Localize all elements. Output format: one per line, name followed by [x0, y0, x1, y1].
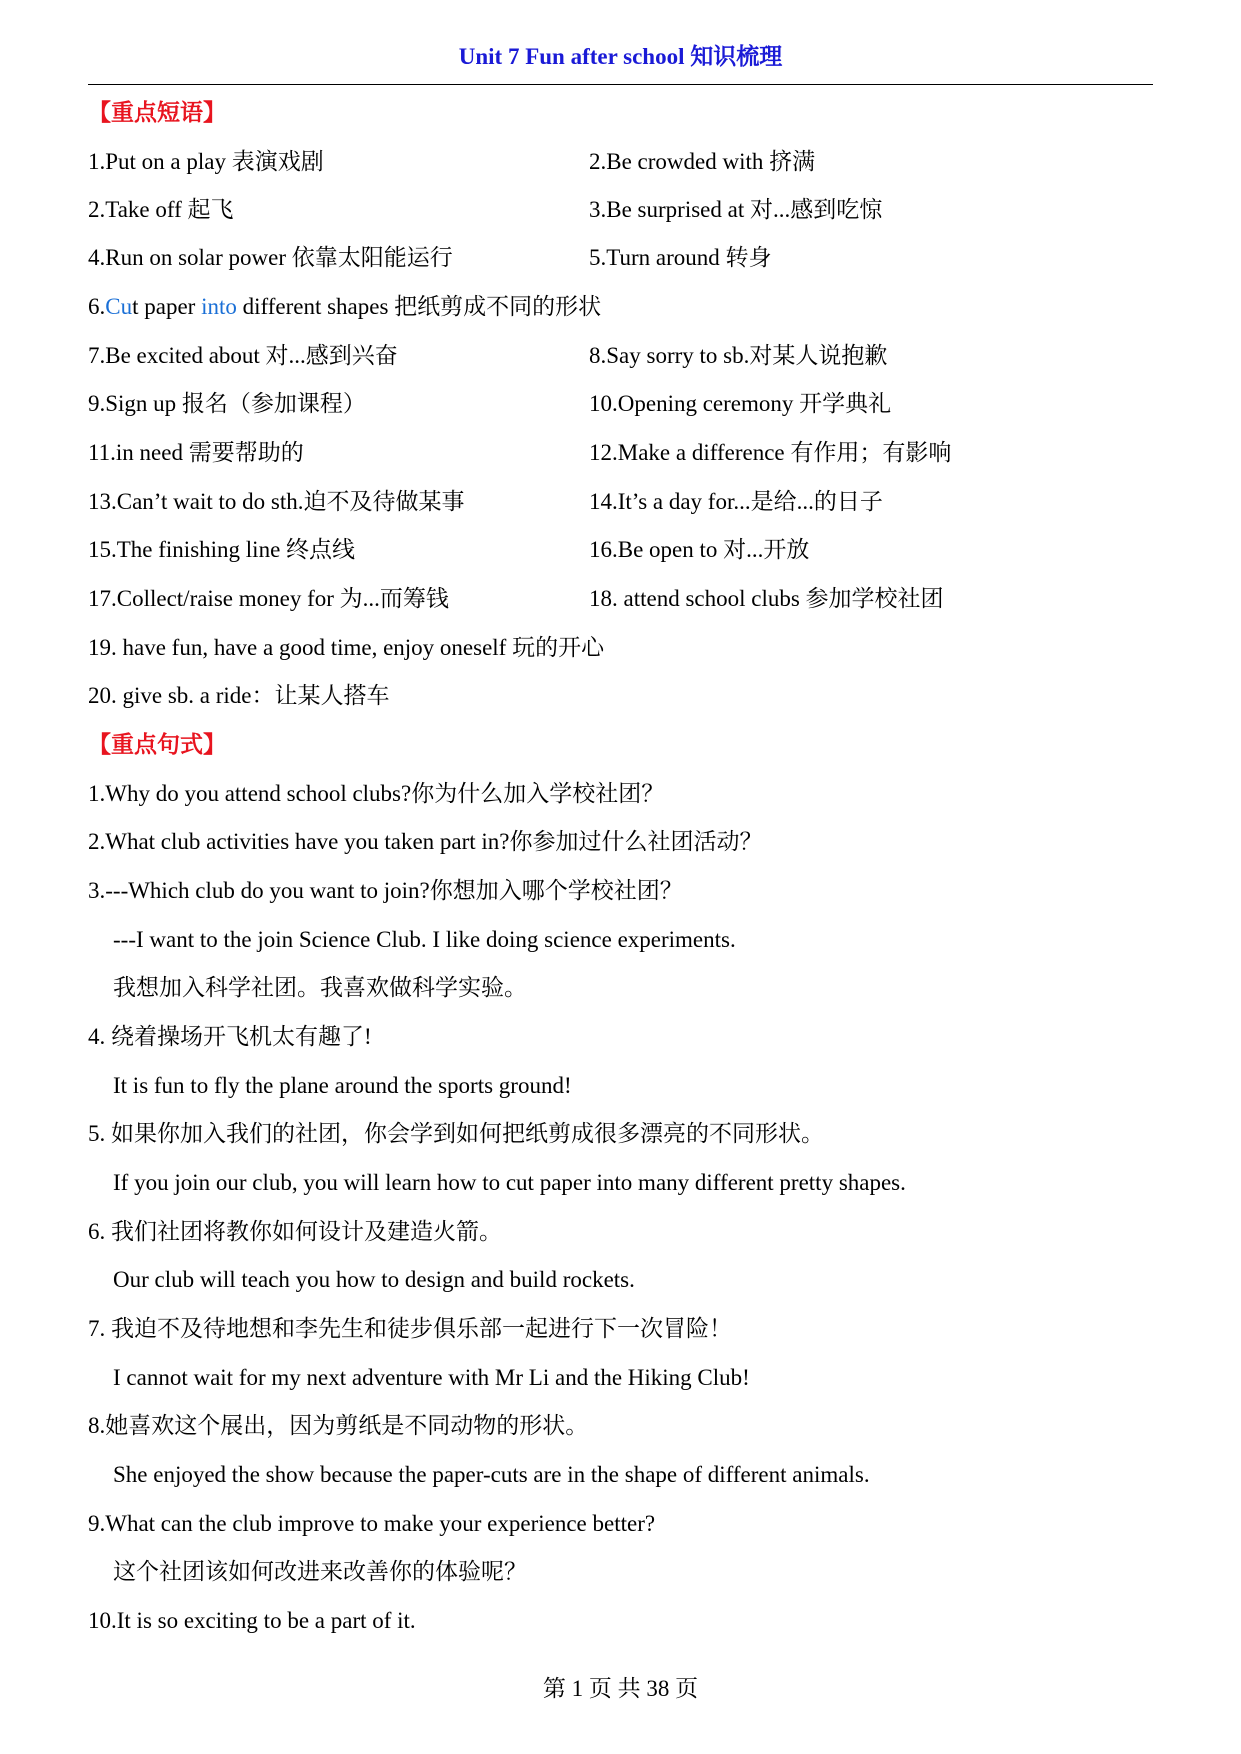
sentences-heading: 【重点句式】	[88, 732, 226, 757]
page-title: Unit 7 Fun after school 知识梳理	[458, 44, 783, 69]
sentence-item: 7. 我迫不及待地想和李先生和徒步俱乐部一起进行下一次冒险！	[88, 1316, 732, 1341]
sentence-translation: It is fun to fly the plane around the sports ground!	[113, 1073, 572, 1098]
sentence-item: 10.It is so exciting to be a part of it.	[88, 1608, 416, 1633]
phrase-item: 20. give sb. a ride：让某人搭车	[88, 683, 390, 708]
sentence-translation: Our club will teach you how to design and build rockets.	[113, 1267, 635, 1292]
sentence-item: 3.---Which club do you want to join?你想加入哪个学校社团？	[88, 878, 683, 903]
phrase-item: 11.in need 需要帮助的	[88, 440, 304, 465]
phrase-item: 7.Be excited about 对...感到兴奋	[88, 343, 398, 368]
phrase-item: 5.Turn around 转身	[589, 245, 772, 270]
phrase-text: different shapes 把纸剪成不同的形状	[236, 294, 602, 319]
phrase-item-highlighted	[88, 292, 601, 322]
phrase-item: 19. have fun, have a good time, enjoy oneself 玩的开心	[88, 635, 605, 660]
sentence-item: 2.What club activities have you taken part in?你参加过什么社团活动？	[88, 829, 763, 854]
sentence-translation: I cannot wait for my next adventure with Mr Li and the Hiking Club!	[113, 1365, 750, 1390]
phrase-item: 2.Be crowded with 挤满	[589, 149, 816, 174]
sentence-item: 5. 如果你加入我们的社团，你会学到如何把纸剪成很多漂亮的不同形状。	[88, 1121, 824, 1146]
phrase-item: 13.Can’t wait to do sth.迫不及待做某事	[88, 489, 465, 514]
sentence-item: 6. 我们社团将教你如何设计及建造火箭。	[88, 1219, 502, 1244]
sentence-translation: ---I want to the join Science Club. I like doing science experiments.	[113, 927, 736, 952]
phrase-text: 6.	[88, 294, 106, 319]
phrase-text: t paper	[132, 294, 202, 319]
sentence-item: 9.What can the club improve to make your experience better?	[88, 1511, 656, 1536]
phrase-highlight: into	[201, 294, 237, 319]
phrase-item: 17.Collect/raise money for 为...而筹钱	[88, 586, 449, 611]
sentence-translation: If you join our club, you will learn how to cut paper into many different pretty shapes.	[113, 1170, 906, 1195]
phrase-item: 16.Be open to 对...开放	[589, 537, 810, 562]
phrase-item: 1.Put on a play 表演戏剧	[88, 149, 324, 174]
sentence-translation: She enjoyed the show because the paper-cuts are in the shape of different animals.	[113, 1462, 870, 1487]
phrase-item: 10.Opening ceremony 开学典礼	[589, 391, 892, 416]
sentence-item: 1.Why do you attend school clubs?你为什么加入学校社团？	[88, 781, 665, 806]
phrase-item: 12.Make a difference 有作用；有影响	[589, 440, 952, 465]
sentence-item: 4. 绕着操场开飞机太有趣了!	[88, 1024, 372, 1049]
sentence-translation: 我想加入科学社团。我喜欢做科学实验。	[113, 975, 527, 1000]
phrases-heading: 【重点短语】	[88, 100, 226, 125]
header-divider	[88, 84, 1153, 85]
page-number: 第 1 页 共 38 页	[542, 1676, 699, 1701]
phrase-highlight: Cu	[105, 294, 133, 319]
phrase-item: 18. attend school clubs 参加学校社团	[589, 586, 944, 611]
phrase-item: 15.The finishing line 终点线	[88, 537, 356, 562]
sentence-translation: 这个社团该如何改进来改善你的体验呢？	[113, 1559, 527, 1584]
phrase-item: 3.Be surprised at 对...感到吃惊	[589, 197, 883, 222]
phrase-item: 9.Sign up 报名（参加课程）	[88, 391, 366, 416]
phrase-item: 14.It’s a day for...是给...的日子	[589, 489, 883, 514]
phrase-item: 4.Run on solar power 依靠太阳能运行	[88, 245, 453, 270]
sentence-item: 8.她喜欢这个展出，因为剪纸是不同动物的形状。	[88, 1413, 589, 1438]
phrase-item: 2.Take off 起飞	[88, 197, 234, 222]
phrase-item: 8.Say sorry to sb.对某人说抱歉	[589, 343, 888, 368]
